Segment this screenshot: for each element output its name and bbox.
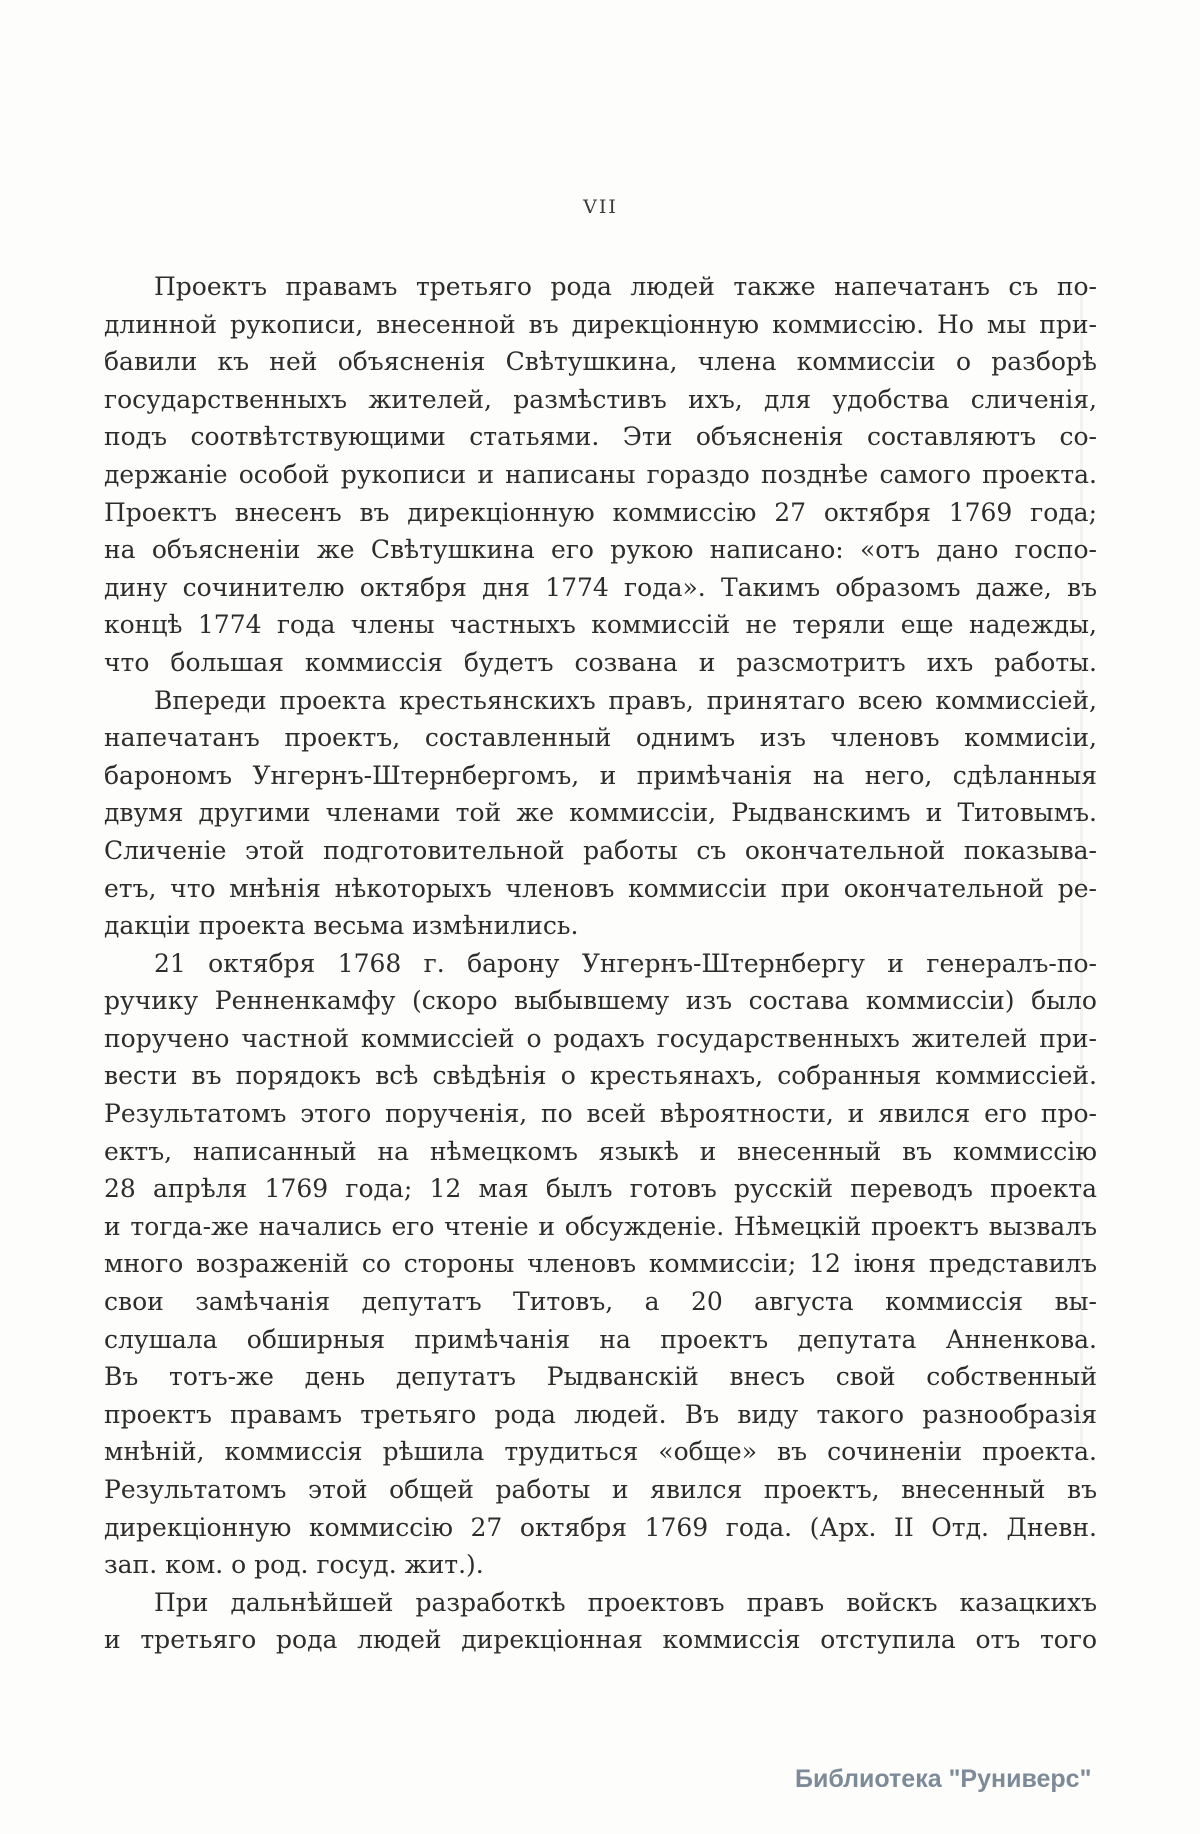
text-line: 28 апрѣля 1769 года; 12 мая былъ готовъ русскій переводъ проекта [104, 1174, 1097, 1204]
text-line: проектъ правамъ третьяго рода людей. Въ виду такого разнообразія [104, 1399, 1097, 1429]
text-line: Впереди проекта крестьянскихъ правъ, принятаго всею коммиссіей, [154, 685, 1097, 715]
text-line: дину сочинителю октября дня 1774 года». Такимъ образомъ даже, въ [104, 572, 1097, 602]
text-line: дакціи проекта весьма измѣнились. [104, 911, 579, 941]
text-line: вести въ порядокъ всѣ свѣдѣнія о крестьянахъ, собранныя коммиссіей. [104, 1061, 1097, 1091]
text-line: поручено частной коммиссіей о родахъ государственныхъ жителей при- [104, 1023, 1097, 1053]
text-line: держаніе особой рукописи и написаны гораздо позднѣе самого проекта. [104, 459, 1097, 489]
text-line: Проектъ внесенъ въ дирекціонную коммиссію 27 октября 1769 года; [104, 497, 1097, 527]
text-line: Въ тотъ-же день депутатъ Рыдванскій внесъ свой собственный [104, 1362, 1097, 1392]
text-line: длинной рукописи, внесенной въ дирекціонную коммиссію. Но мы при- [104, 309, 1097, 339]
text-line: концѣ 1774 года члены частныхъ коммиссій не теряли еще надежды, [104, 610, 1097, 640]
text-line: и тогда-же начались его чтеніе и обсужденіе. Нѣмецкій проектъ вызвалъ [104, 1211, 1097, 1241]
text-line: напечатанъ проектъ, составленный однимъ изъ членовъ коммисіи, [104, 723, 1097, 753]
text-line: слушала обширныя примѣчанія на проектъ депутата Анненкова. [104, 1324, 1097, 1354]
text-line: что большая коммиссія будетъ созвана и разсмотритъ ихъ работы. [104, 647, 1097, 677]
text-line: на объясненіи же Свѣтушкина его рукою написано: «отъ дано госпо- [104, 535, 1097, 565]
text-line: Результатомъ этого порученія, по всей вѣроятности, и явился его про- [104, 1099, 1097, 1129]
text-line: барономъ Унгернъ-Штернбергомъ, и примѣчанія на него, сдѣланныя [104, 760, 1097, 790]
text-line: 21 октября 1768 г. барону Унгернъ-Штернбергу и генералъ-по- [154, 948, 1097, 978]
text-line: много возраженій со стороны членовъ коммиссіи; 12 іюня представилъ [104, 1249, 1097, 1279]
text-line: государственныхъ жителей, размѣстивъ ихъ, для удобства сличенія, [104, 384, 1097, 414]
text-line: етъ, что мнѣнія нѣкоторыхъ членовъ коммиссіи при окончательной ре- [104, 873, 1097, 903]
text-line: мнѣній, коммиссія рѣшила трудиться «обще» въ сочиненіи проекта. [104, 1437, 1097, 1467]
text-line: Сличеніе этой подготовительной работы съ окончательной показыва- [104, 835, 1097, 865]
text-line: двумя другими членами той же коммиссіи, Рыдванскимъ и Титовымъ. [104, 798, 1097, 828]
text-line: Результатомъ этой общей работы и явился проектъ, внесенный въ [104, 1475, 1097, 1504]
text-line: дирекціонную коммиссію 27 октября 1769 года. (Арх. II Отд. Дневн. [104, 1512, 1097, 1542]
text-line: свои замѣчанія депутатъ Титовъ, а 20 августа коммиссія вы- [104, 1287, 1097, 1317]
text-line: ручику Ренненкамфу (скоро выбывшему изъ состава коммиссіи) было [104, 986, 1097, 1016]
body-text [104, 268, 1097, 1659]
text-line: зап. ком. о род. госуд. жит.). [104, 1550, 484, 1580]
page-number: VII [583, 196, 618, 218]
text-line: ектъ, написанный на нѣмецкомъ языкѣ и внесенный въ коммиссію [104, 1136, 1097, 1166]
text-line: При дальнѣйшей разработкѣ проектовъ правъ войскъ казацкихъ [154, 1587, 1097, 1617]
text-line: подъ соотвѣтствующими статьями. Эти объясненія составляютъ со- [104, 422, 1097, 452]
library-watermark: Библиотека "Руниверс" [795, 1765, 1092, 1793]
text-line: бавили къ ней объясненія Свѣтушкина, члена коммиссіи о разборѣ [104, 347, 1097, 377]
text-line: Проектъ правамъ третьяго рода людей также напечатанъ съ по- [154, 272, 1097, 301]
text-line: и третьяго рода людей дирекціонная коммиссія отступила отъ того [104, 1625, 1097, 1655]
